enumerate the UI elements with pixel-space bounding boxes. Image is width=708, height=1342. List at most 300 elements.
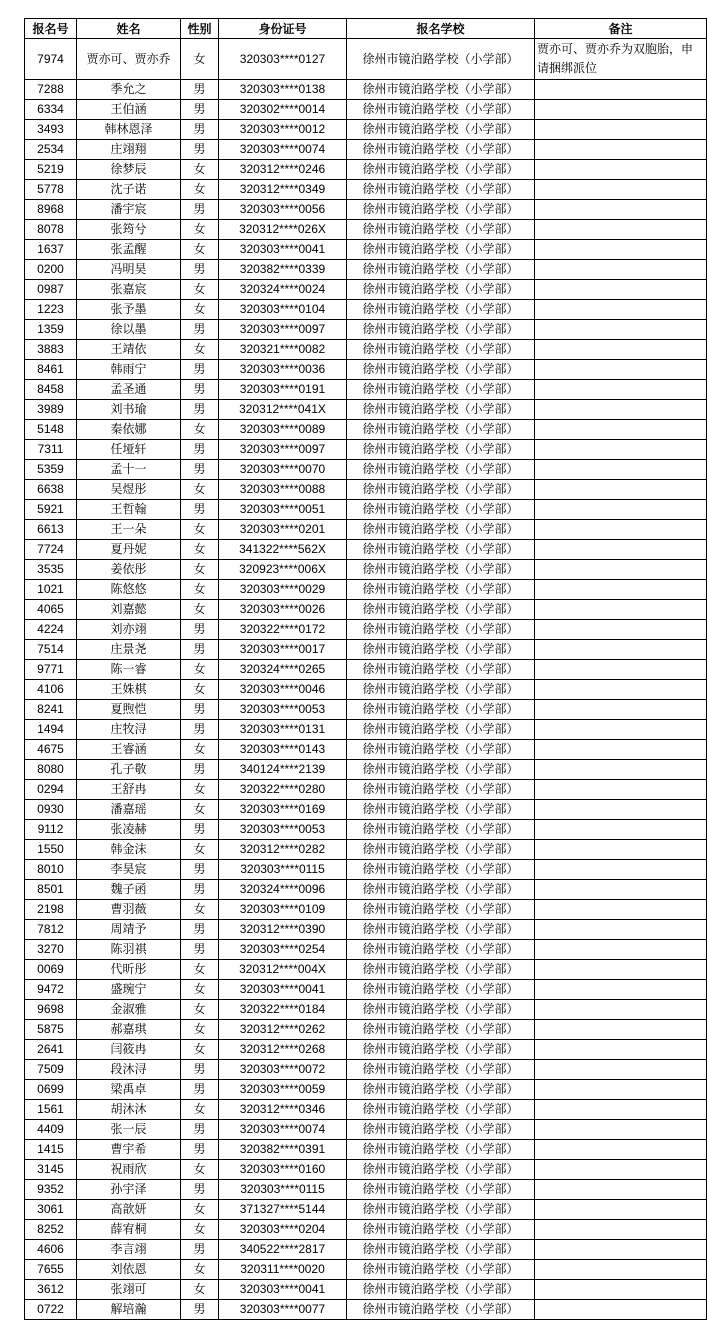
school-cell: 徐州市镜泊路学校（小学部） [347,500,535,520]
remarks-cell [535,940,707,960]
id-number-cell: 320303****0012 [219,120,347,140]
id-number-cell: 320303****0053 [219,820,347,840]
registration-no-cell: 1223 [25,300,77,320]
name-cell: 王靖依 [77,340,181,360]
header-remarks: 备注 [535,19,707,39]
registration-no-cell: 4606 [25,1240,77,1260]
registration-no-cell: 0987 [25,280,77,300]
name-cell: 张孟醒 [77,240,181,260]
gender-cell: 男 [181,1120,219,1140]
name-cell: 徐梦辰 [77,160,181,180]
id-number-cell: 320312****0346 [219,1100,347,1120]
remarks-cell [535,800,707,820]
remarks-cell [535,620,707,640]
registration-no-cell: 0722 [25,1300,77,1320]
school-cell: 徐州市镜泊路学校（小学部） [347,80,535,100]
table-row [25,620,707,640]
name-cell: 王睿涵 [77,740,181,760]
remarks-cell [535,1160,707,1180]
name-cell: 曹羽薇 [77,900,181,920]
registration-no-cell: 3989 [25,400,77,420]
id-number-cell: 320303****0029 [219,580,347,600]
remarks-cell [535,380,707,400]
school-cell: 徐州市镜泊路学校（小学部） [347,340,535,360]
remarks-cell [535,720,707,740]
name-cell: 冯明昊 [77,260,181,280]
table-row [25,1040,707,1060]
remarks-cell [535,1060,707,1080]
name-cell: 陈悠悠 [77,580,181,600]
gender-cell: 女 [181,1280,219,1300]
gender-cell: 女 [181,980,219,1000]
name-cell: 梁禹卓 [77,1080,181,1100]
gender-cell: 男 [181,1140,219,1160]
name-cell: 曹宇希 [77,1140,181,1160]
registration-no-cell: 3061 [25,1200,77,1220]
table-row [25,760,707,780]
registration-no-cell: 0069 [25,960,77,980]
gender-cell: 女 [181,1220,219,1240]
school-cell: 徐州市镜泊路学校（小学部） [347,1220,535,1240]
id-number-cell: 340124****2139 [219,760,347,780]
table-row [25,720,707,740]
gender-cell: 女 [181,220,219,240]
gender-cell: 男 [181,720,219,740]
registration-no-cell: 4409 [25,1120,77,1140]
gender-cell: 女 [181,560,219,580]
name-cell: 王一朵 [77,520,181,540]
school-cell: 徐州市镜泊路学校（小学部） [347,1300,535,1320]
table-row [25,120,707,140]
gender-cell: 女 [181,1200,219,1220]
table-row [25,740,707,760]
school-cell: 徐州市镜泊路学校（小学部） [347,940,535,960]
id-number-cell: 320303****0041 [219,240,347,260]
school-cell: 徐州市镜泊路学校（小学部） [347,740,535,760]
gender-cell: 女 [181,160,219,180]
remarks-cell [535,1300,707,1320]
remarks-cell [535,1240,707,1260]
gender-cell: 女 [181,540,219,560]
table-row [25,280,707,300]
table-row [25,340,707,360]
name-cell: 孙宇泽 [77,1180,181,1200]
name-cell: 刘亦翊 [77,620,181,640]
gender-cell: 男 [181,500,219,520]
table-row [25,920,707,940]
name-cell: 刘嘉懿 [77,600,181,620]
name-cell: 郝嘉琪 [77,1020,181,1040]
table-row [25,1060,707,1080]
enrollment-table [24,18,707,1320]
remarks-cell [535,440,707,460]
school-cell: 徐州市镜泊路学校（小学部） [347,100,535,120]
school-cell: 徐州市镜泊路学校（小学部） [347,120,535,140]
gender-cell: 男 [181,860,219,880]
table-row [25,320,707,340]
school-cell: 徐州市镜泊路学校（小学部） [347,1060,535,1080]
gender-cell: 女 [181,600,219,620]
school-cell: 徐州市镜泊路学校（小学部） [347,480,535,500]
remarks-cell [535,240,707,260]
remarks-cell [535,760,707,780]
remarks-cell [535,160,707,180]
remarks-cell [535,560,707,580]
registration-no-cell: 7514 [25,640,77,660]
remarks-cell [535,220,707,240]
name-cell: 闫筱冉 [77,1040,181,1060]
remarks-cell [535,880,707,900]
id-number-cell: 320312****004X [219,960,347,980]
registration-no-cell: 3270 [25,940,77,960]
school-cell: 徐州市镜泊路学校（小学部） [347,540,535,560]
name-cell: 陈羽祺 [77,940,181,960]
id-number-cell: 320312****0282 [219,840,347,860]
name-cell: 孟圣通 [77,380,181,400]
id-number-cell: 320303****0143 [219,740,347,760]
registration-no-cell: 1415 [25,1140,77,1160]
name-cell: 薛宥桐 [77,1220,181,1240]
id-number-cell: 320312****0349 [219,180,347,200]
school-cell: 徐州市镜泊路学校（小学部） [347,680,535,700]
table-row [25,260,707,280]
table-row [25,1100,707,1120]
registration-no-cell: 2534 [25,140,77,160]
remarks-cell [535,1080,707,1100]
registration-no-cell: 8241 [25,700,77,720]
id-number-cell: 320303****0115 [219,1180,347,1200]
gender-cell: 男 [181,820,219,840]
name-cell: 张一辰 [77,1120,181,1140]
registration-no-cell: 3883 [25,340,77,360]
remarks-cell [535,1280,707,1300]
gender-cell: 女 [181,840,219,860]
registration-no-cell: 3145 [25,1160,77,1180]
school-cell: 徐州市镜泊路学校（小学部） [347,360,535,380]
table-row [25,820,707,840]
school-cell: 徐州市镜泊路学校（小学部） [347,640,535,660]
school-cell: 徐州市镜泊路学校（小学部） [347,960,535,980]
registration-no-cell: 0699 [25,1080,77,1100]
gender-cell: 男 [181,1060,219,1080]
school-cell: 徐州市镜泊路学校（小学部） [347,720,535,740]
school-cell: 徐州市镜泊路学校（小学部） [347,800,535,820]
registration-no-cell: 5921 [25,500,77,520]
gender-cell: 女 [181,1100,219,1120]
registration-no-cell: 8968 [25,200,77,220]
header-school: 报名学校 [347,19,535,39]
registration-no-cell: 4224 [25,620,77,640]
table-row [25,140,707,160]
id-number-cell: 320303****0254 [219,940,347,960]
id-number-cell: 320303****0104 [219,300,347,320]
gender-cell: 男 [181,80,219,100]
gender-cell: 男 [181,1240,219,1260]
name-cell: 王哲翰 [77,500,181,520]
remarks-cell [535,500,707,520]
name-cell: 姜依彤 [77,560,181,580]
registration-no-cell: 9771 [25,660,77,680]
id-number-cell: 320303****0109 [219,900,347,920]
remarks-cell [535,460,707,480]
remarks-cell [535,420,707,440]
registration-no-cell: 0294 [25,780,77,800]
gender-cell: 女 [181,300,219,320]
table-row [25,780,707,800]
id-number-cell: 320302****0014 [219,100,347,120]
registration-no-cell: 2641 [25,1040,77,1060]
id-number-cell: 320311****0020 [219,1260,347,1280]
registration-no-cell: 7509 [25,1060,77,1080]
gender-cell: 女 [181,800,219,820]
id-number-cell: 320303****0053 [219,700,347,720]
id-number-cell: 320321****0082 [219,340,347,360]
gender-cell: 女 [181,740,219,760]
header-gender: 性别 [181,19,219,39]
name-cell: 庄翊翔 [77,140,181,160]
id-number-cell: 320303****0131 [219,720,347,740]
id-number-cell: 320303****0074 [219,140,347,160]
name-cell: 秦依娜 [77,420,181,440]
registration-no-cell: 8501 [25,880,77,900]
table-row [25,480,707,500]
registration-no-cell: 4106 [25,680,77,700]
school-cell: 徐州市镜泊路学校（小学部） [347,300,535,320]
table-row [25,440,707,460]
table-row [25,580,707,600]
school-cell: 徐州市镜泊路学校（小学部） [347,760,535,780]
name-cell: 韩雨宁 [77,360,181,380]
name-cell: 沈子诺 [77,180,181,200]
table-row [25,300,707,320]
id-number-cell: 320303****0191 [219,380,347,400]
registration-no-cell: 7724 [25,540,77,560]
registration-no-cell: 8078 [25,220,77,240]
name-cell: 李言翊 [77,1240,181,1260]
name-cell: 盛琬宁 [77,980,181,1000]
registration-no-cell: 5359 [25,460,77,480]
gender-cell: 女 [181,520,219,540]
school-cell: 徐州市镜泊路学校（小学部） [347,1200,535,1220]
gender-cell: 男 [181,440,219,460]
gender-cell: 男 [181,460,219,480]
gender-cell: 男 [181,920,219,940]
school-cell: 徐州市镜泊路学校（小学部） [347,220,535,240]
id-number-cell: 320303****0160 [219,1160,347,1180]
remarks-cell: 贾亦可、贾亦乔为双胞胎，申请捆绑派位 [535,39,707,80]
name-cell: 刘依恩 [77,1260,181,1280]
registration-no-cell: 2198 [25,900,77,920]
id-number-cell: 320303****0041 [219,1280,347,1300]
remarks-cell [535,1000,707,1020]
registration-no-cell: 7288 [25,80,77,100]
remarks-cell [535,700,707,720]
id-number-cell: 371327****5144 [219,1200,347,1220]
gender-cell: 男 [181,260,219,280]
table-row [25,1200,707,1220]
id-number-cell: 320303****0088 [219,480,347,500]
id-number-cell: 320322****0280 [219,780,347,800]
id-number-cell: 320303****0017 [219,640,347,660]
registration-no-cell: 8458 [25,380,77,400]
name-cell: 张筠兮 [77,220,181,240]
school-cell: 徐州市镜泊路学校（小学部） [347,320,535,340]
name-cell: 韩金沫 [77,840,181,860]
school-cell: 徐州市镜泊路学校（小学部） [347,560,535,580]
gender-cell: 女 [181,340,219,360]
table-row [25,560,707,580]
gender-cell: 女 [181,1000,219,1020]
gender-cell: 男 [181,140,219,160]
registration-no-cell: 1359 [25,320,77,340]
table-row [25,1080,707,1100]
id-number-cell: 320303****0169 [219,800,347,820]
header-id-number: 身份证号 [219,19,347,39]
id-number-cell: 320324****0096 [219,880,347,900]
remarks-cell [535,1100,707,1120]
school-cell: 徐州市镜泊路学校（小学部） [347,1280,535,1300]
gender-cell: 女 [181,900,219,920]
gender-cell: 男 [181,320,219,340]
school-cell: 徐州市镜泊路学校（小学部） [347,380,535,400]
gender-cell: 女 [181,280,219,300]
id-number-cell: 320303****0204 [219,1220,347,1240]
school-cell: 徐州市镜泊路学校（小学部） [347,580,535,600]
table-row [25,500,707,520]
gender-cell: 男 [181,700,219,720]
gender-cell: 男 [181,100,219,120]
table-row [25,660,707,680]
gender-cell: 男 [181,380,219,400]
registration-no-cell: 0930 [25,800,77,820]
id-number-cell: 320303****0041 [219,980,347,1000]
table-row [25,640,707,660]
registration-no-cell: 4675 [25,740,77,760]
name-cell: 夏丹妮 [77,540,181,560]
remarks-cell [535,360,707,380]
id-number-cell: 320303****0097 [219,320,347,340]
gender-cell: 男 [181,1180,219,1200]
gender-cell: 男 [181,1080,219,1100]
remarks-cell [535,840,707,860]
gender-cell: 女 [181,180,219,200]
remarks-cell [535,680,707,700]
table-row [25,1280,707,1300]
remarks-cell [535,780,707,800]
school-cell: 徐州市镜泊路学校（小学部） [347,520,535,540]
remarks-cell [535,480,707,500]
table-row [25,600,707,620]
registration-no-cell: 8080 [25,760,77,780]
gender-cell: 女 [181,1020,219,1040]
gender-cell: 女 [181,1160,219,1180]
name-cell: 胡沐沐 [77,1100,181,1120]
remarks-cell [535,960,707,980]
id-number-cell: 320312****0246 [219,160,347,180]
id-number-cell: 320923****006X [219,560,347,580]
school-cell: 徐州市镜泊路学校（小学部） [347,1160,535,1180]
table-row [25,1160,707,1180]
registration-no-cell: 5778 [25,180,77,200]
registration-no-cell: 9352 [25,1180,77,1200]
table-row [25,220,707,240]
remarks-cell [535,640,707,660]
remarks-cell [535,180,707,200]
registration-no-cell: 9698 [25,1000,77,1020]
school-cell: 徐州市镜泊路学校（小学部） [347,180,535,200]
id-number-cell: 320322****0184 [219,1000,347,1020]
remarks-cell [535,1120,707,1140]
name-cell: 祝雨欣 [77,1160,181,1180]
table-row [25,700,707,720]
name-cell: 张予墨 [77,300,181,320]
school-cell: 徐州市镜泊路学校（小学部） [347,660,535,680]
id-number-cell: 320324****0024 [219,280,347,300]
table-row [25,380,707,400]
table-row [25,840,707,860]
registration-no-cell: 5148 [25,420,77,440]
remarks-cell [535,120,707,140]
school-cell: 徐州市镜泊路学校（小学部） [347,840,535,860]
id-number-cell: 320303****0036 [219,360,347,380]
table-row [25,420,707,440]
remarks-cell [535,1020,707,1040]
id-number-cell: 320303****0074 [219,1120,347,1140]
name-cell: 张嘉宸 [77,280,181,300]
header-name: 姓名 [77,19,181,39]
remarks-cell [535,980,707,1000]
school-cell: 徐州市镜泊路学校（小学部） [347,1100,535,1120]
registration-no-cell: 7974 [25,39,77,80]
id-number-cell: 320303****0059 [219,1080,347,1100]
school-cell: 徐州市镜泊路学校（小学部） [347,880,535,900]
name-cell: 夏煦恺 [77,700,181,720]
school-cell: 徐州市镜泊路学校（小学部） [347,1180,535,1200]
gender-cell: 男 [181,200,219,220]
gender-cell: 女 [181,780,219,800]
name-cell: 孔子敬 [77,760,181,780]
registration-no-cell: 3493 [25,120,77,140]
header-registration-no: 报名号 [25,19,77,39]
school-cell: 徐州市镜泊路学校（小学部） [347,39,535,80]
remarks-cell [535,300,707,320]
table-row [25,960,707,980]
id-number-cell: 320324****0265 [219,660,347,680]
remarks-cell [535,400,707,420]
table-row [25,1220,707,1240]
name-cell: 陈一睿 [77,660,181,680]
registration-no-cell: 9472 [25,980,77,1000]
name-cell: 王姝棋 [77,680,181,700]
registration-no-cell: 7655 [25,1260,77,1280]
remarks-cell [535,140,707,160]
remarks-cell [535,340,707,360]
remarks-cell [535,600,707,620]
name-cell: 潘宇宸 [77,200,181,220]
table-row [25,860,707,880]
remarks-cell [535,820,707,840]
school-cell: 徐州市镜泊路学校（小学部） [347,1080,535,1100]
name-cell: 周靖予 [77,920,181,940]
table-row [25,160,707,180]
name-cell: 潘嘉瑶 [77,800,181,820]
id-number-cell: 320382****0391 [219,1140,347,1160]
registration-no-cell: 6334 [25,100,77,120]
table-row [25,540,707,560]
id-number-cell: 320382****0339 [219,260,347,280]
gender-cell: 男 [181,880,219,900]
school-cell: 徐州市镜泊路学校（小学部） [347,600,535,620]
